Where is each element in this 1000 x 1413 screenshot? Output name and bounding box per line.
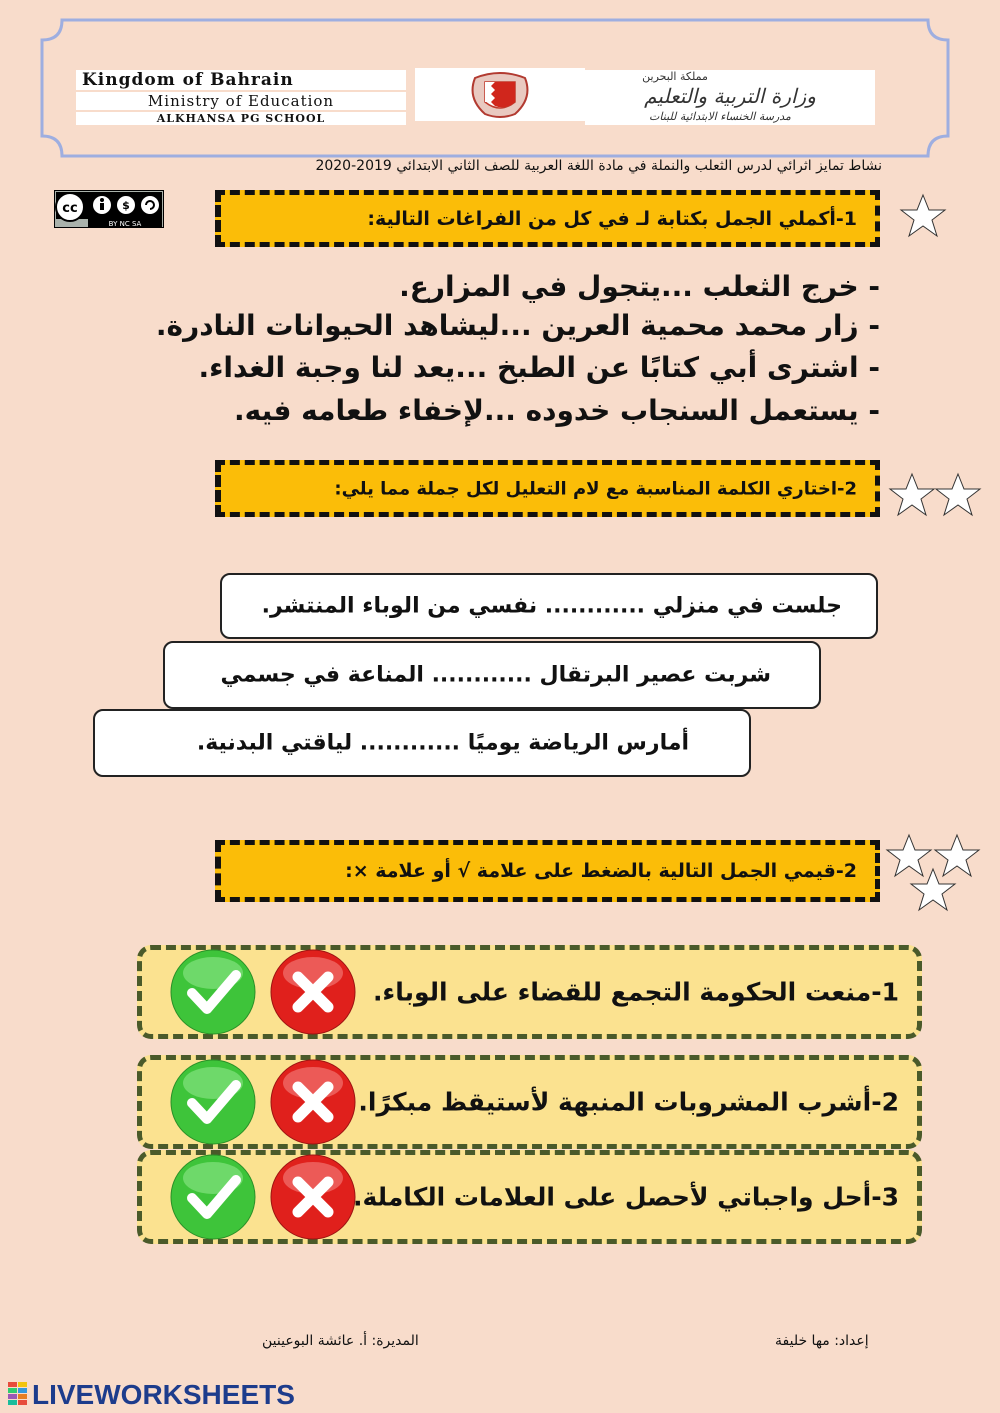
- evaluation-row: [137, 1055, 922, 1149]
- preparer-credit: إعداد: مها خليفة: [775, 1333, 869, 1349]
- ministry-name-ar: وزارة التربية والتعليم: [644, 84, 816, 108]
- evaluation-statement: 2-أشرب المشروبات المنبهة لأستيقظ مبكرًا.: [358, 1087, 899, 1117]
- svg-text:cc: cc: [62, 201, 78, 216]
- cross-button[interactable]: [270, 949, 356, 1035]
- school-name-ar: مدرسة الخنساء الابتدائية للبنات: [649, 110, 791, 123]
- section1-sentence: - زار محمد محمية العرين ...ليشاهد الحيوانات النادرة.: [155, 309, 880, 342]
- two-stars-icon: [888, 470, 984, 520]
- activity-title: نشاط تمايز اثرائي لدرس الثعلب والنملة في مادة اللغة العربية للصف الثاني الابتدائي 2019-2020: [315, 158, 882, 174]
- liveworksheets-blocks-icon: [8, 1382, 28, 1408]
- section3-title: 2-قيمي الجمل التالية بالضغط على علامة √ أو علامة ×:: [345, 860, 857, 882]
- liveworksheets-wordmark: LIVEWORKSHEETS: [32, 1379, 295, 1410]
- section1-title: 1-أكملي الجمل بكتابة لـ في كل من الفراغات التالية:: [367, 207, 857, 230]
- kingdom-name-ar: مملكة البحرين: [642, 70, 708, 83]
- section2-title: 2-اختاري الكلمة المناسبة مع لام التعليل لكل جملة مما يلي:: [334, 478, 857, 499]
- principal-credit: المديرة: أ. عائشة البوعينين: [262, 1333, 419, 1349]
- section2-header: [215, 460, 880, 517]
- sentence-box[interactable]: [163, 641, 821, 709]
- section1-header: [215, 190, 880, 247]
- school-name-en: ALKHANSA PG SCHOOL: [76, 112, 406, 125]
- cross-button[interactable]: [270, 1154, 356, 1240]
- bahrain-emblem: [415, 68, 585, 121]
- sentence-text: شربت عصير البرتقال ............ المناعة في جسمي: [220, 662, 771, 688]
- evaluation-row: [137, 1150, 922, 1244]
- evaluation-row: [137, 945, 922, 1039]
- sentence-box[interactable]: [220, 573, 878, 639]
- section1-sentence: - يستعمل السنجاب خدوده ...لإخفاء طعامه فيه.: [234, 394, 880, 427]
- kingdom-name-en: Kingdom of Bahrain: [76, 70, 406, 90]
- creative-commons-badge: [54, 190, 164, 228]
- ministry-name-en: Ministry of Education: [76, 92, 406, 110]
- evaluation-statement: 1-منعت الحكومة التجمع للقضاء على الوباء.: [372, 977, 899, 1007]
- check-button[interactable]: [170, 1154, 256, 1240]
- svg-text:$: $: [122, 199, 130, 212]
- check-button[interactable]: [170, 949, 256, 1035]
- sentence-text: أمارس الرياضة يوميًا ............ لياقتي البدنية.: [196, 730, 689, 756]
- cc-badge-label: BY NC SA: [108, 220, 142, 228]
- section1-sentence: - اشترى أبي كتابًا عن الطبخ ...يعد لنا وجبة الغداء.: [198, 351, 880, 384]
- sentence-box[interactable]: [93, 709, 751, 777]
- star-icon: [898, 193, 948, 239]
- three-stars-icon: [885, 833, 983, 915]
- liveworksheets-logo[interactable]: [8, 1380, 295, 1410]
- sentence-text: جلست في منزلي ............ نفسي من الوباء المنتشر.: [261, 593, 842, 619]
- section1-sentence: - خرج الثعلب ...يتجول في المزارع.: [399, 270, 880, 303]
- check-button[interactable]: [170, 1059, 256, 1145]
- cross-button[interactable]: [270, 1059, 356, 1145]
- section3-header: [215, 840, 880, 902]
- evaluation-statement: 3-أحل واجباتي لأحصل على العلامات الكاملة.: [352, 1182, 899, 1212]
